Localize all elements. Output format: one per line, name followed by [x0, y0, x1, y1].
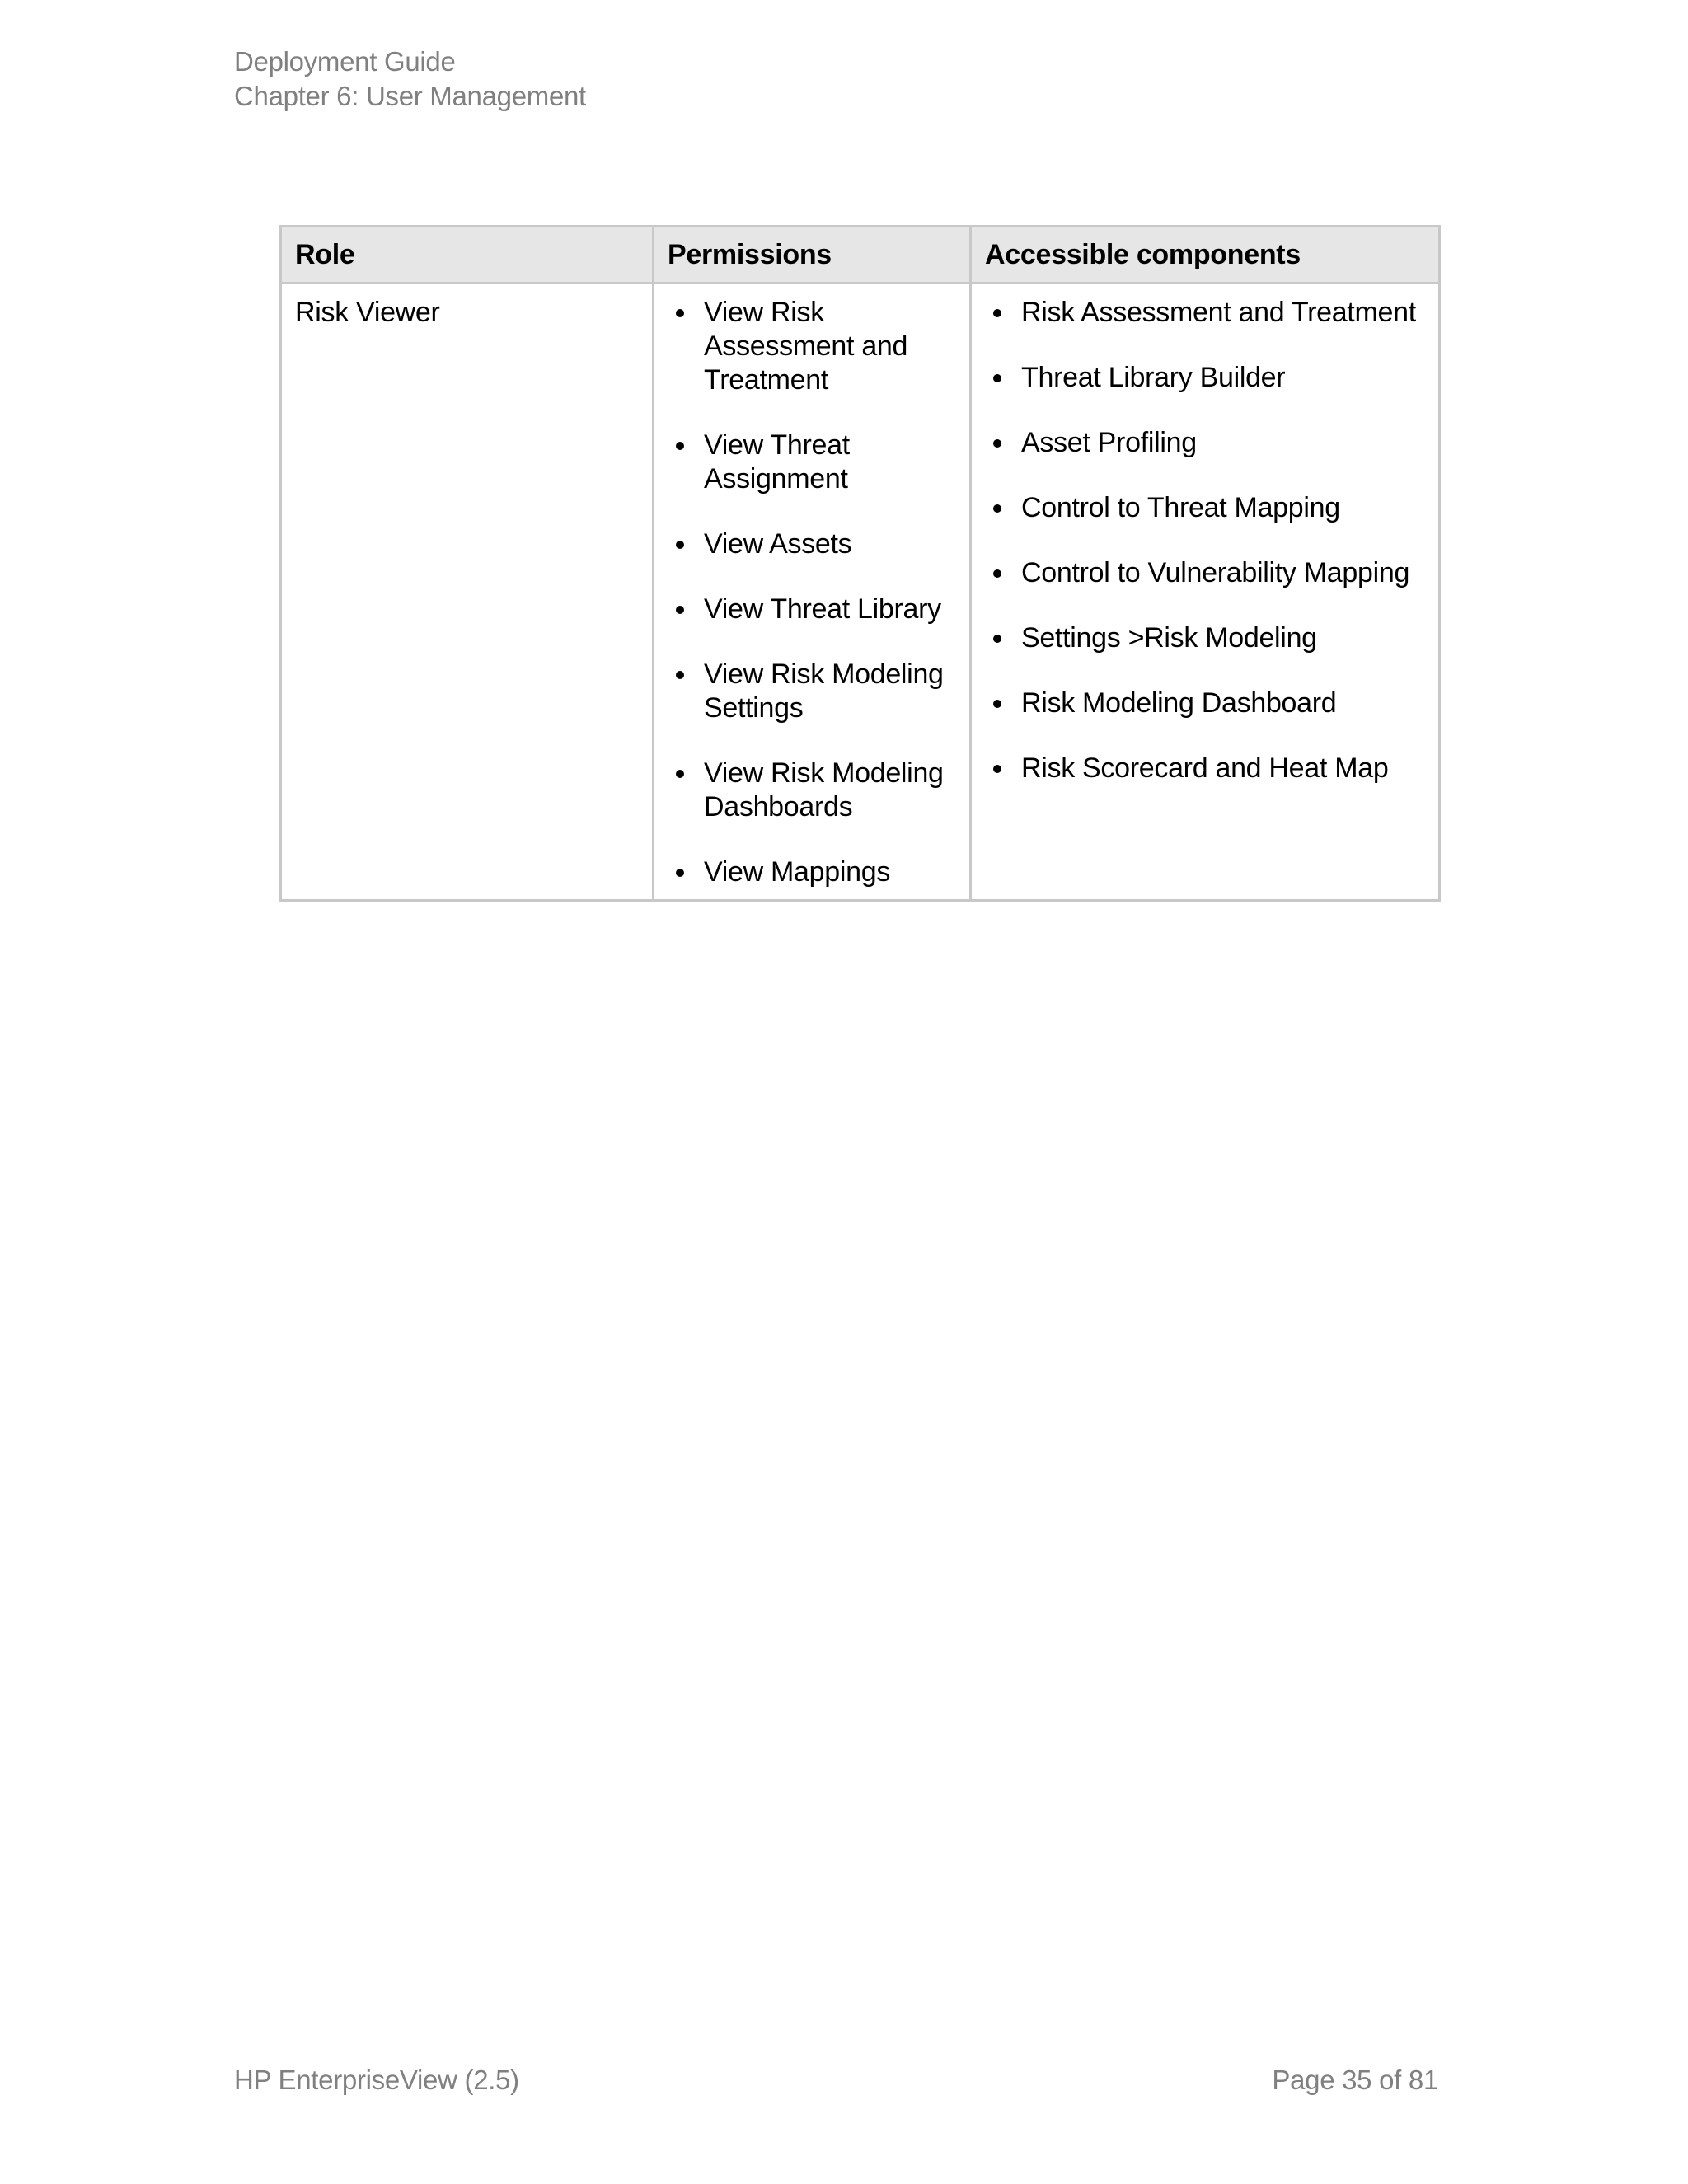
chapter-title: Chapter 6: User Management — [234, 81, 586, 111]
list-item — [985, 491, 1425, 525]
component-text: Settings >Risk Modeling — [1021, 622, 1317, 654]
roles-permissions-table — [279, 225, 1441, 902]
bullet-icon — [993, 635, 1001, 643]
page-number: Page 35 of 81 — [1272, 2064, 1438, 2095]
column-header-permissions: Permissions — [654, 227, 971, 284]
bullet-icon — [993, 439, 1001, 448]
component-text: Risk Assessment and Treatment — [1021, 297, 1416, 328]
permission-text: View Risk Modeling Settings — [704, 658, 944, 724]
component-text: Risk Scorecard and Heat Map — [1021, 752, 1389, 784]
list-item — [668, 658, 956, 725]
list-item — [668, 757, 956, 824]
table-header-row — [281, 227, 1440, 284]
component-text: Control to Threat Mapping — [1021, 492, 1340, 523]
role-cell: Risk Viewer — [281, 284, 654, 901]
permission-text: View Mappings — [704, 856, 891, 888]
list-item — [985, 296, 1425, 330]
component-text: Control to Vulnerability Mapping — [1021, 557, 1410, 588]
bullet-icon — [676, 770, 684, 778]
component-text: Threat Library Builder — [1021, 362, 1286, 393]
permission-text: View Threat Library — [704, 593, 941, 625]
product-version: HP EnterpriseView (2.5) — [234, 2064, 519, 2095]
permissions-cell — [654, 284, 971, 901]
list-item — [668, 296, 956, 397]
list-item — [668, 593, 956, 626]
bullet-icon — [676, 671, 684, 679]
column-header-accessible-components: Accessible components — [971, 227, 1440, 284]
permission-text: View Threat Assignment — [704, 429, 850, 494]
bullet-icon — [993, 700, 1001, 708]
bullet-icon — [676, 442, 684, 450]
bullet-icon — [676, 606, 684, 614]
page-footer — [234, 2063, 1438, 2097]
bullet-icon — [993, 765, 1001, 773]
page-header — [234, 45, 586, 114]
permission-text: View Risk Assessment and Treatment — [704, 297, 908, 396]
list-item — [668, 429, 956, 496]
list-item — [985, 687, 1425, 720]
table-row — [281, 284, 1440, 901]
permissions-list — [668, 296, 956, 889]
list-item — [985, 752, 1425, 785]
list-item — [668, 855, 956, 889]
components-list — [985, 296, 1425, 785]
list-item — [985, 556, 1425, 590]
permission-text: View Risk Modeling Dashboards — [704, 757, 944, 823]
document-title: Deployment Guide — [234, 46, 456, 77]
column-header-role: Role — [281, 227, 654, 284]
components-cell — [971, 284, 1440, 901]
bullet-icon — [676, 869, 684, 877]
bullet-icon — [993, 374, 1001, 382]
list-item — [985, 361, 1425, 395]
list-item — [668, 527, 956, 561]
bullet-icon — [993, 569, 1001, 578]
component-text: Asset Profiling — [1021, 427, 1197, 458]
bullet-icon — [993, 309, 1001, 317]
list-item — [985, 621, 1425, 655]
bullet-icon — [676, 541, 684, 549]
permission-text: View Assets — [704, 528, 852, 560]
bullet-icon — [676, 309, 684, 317]
bullet-icon — [993, 504, 1001, 513]
list-item — [985, 426, 1425, 460]
component-text: Risk Modeling Dashboard — [1021, 687, 1337, 719]
